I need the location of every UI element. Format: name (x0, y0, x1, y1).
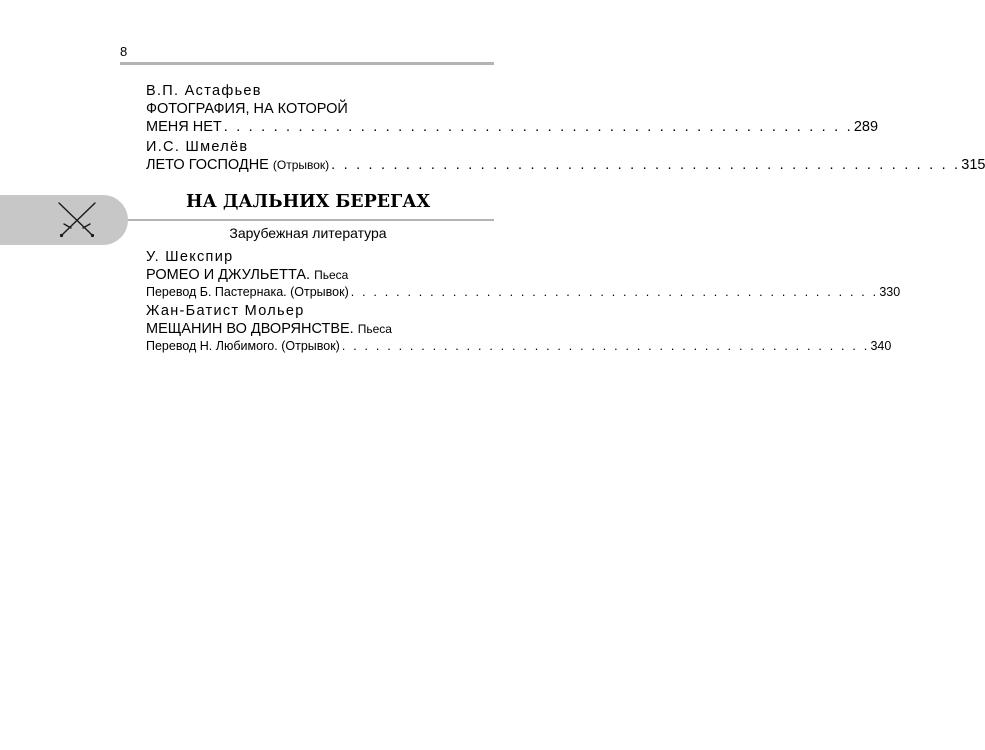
entry-author: В.П. Астафьев (146, 83, 262, 99)
dot-leader: . . . . . . . . . . . . . . . . . . . . . . . . . . . . . . . . . . . . . . . . . . . . . . . . . . . (331, 157, 961, 173)
toc-entry-moliere[interactable] (146, 302, 892, 355)
entry-title: ФОТОГРАФИЯ, НА КОТОРОЙ (146, 101, 348, 117)
entry-translation: Перевод Н. Любимого. (Отрывок) (146, 339, 340, 353)
entry-title-line (146, 266, 470, 284)
toc-entry-astafiev[interactable] (146, 82, 879, 136)
entry-translation-line (146, 338, 892, 355)
entry-genre: Пьеса (314, 268, 349, 282)
entry-page-number: 340 (870, 339, 892, 353)
entry-title (146, 156, 329, 174)
entry-author: И.С. Шмелёв (146, 139, 249, 155)
entry-author: Жан-Батист Мольер (146, 303, 305, 319)
entry-page-number: 289 (853, 119, 879, 135)
entry-note: (Отрывок) (272, 158, 330, 172)
entry-page-number: 330 (879, 285, 901, 299)
dot-leader: . . . . . . . . . . . . . . . . . . . . . . . . . . . . . . . . . . . . . . . . . . . . . . . . . . . (223, 119, 853, 135)
entry-title-continued: МЕНЯ НЕТ (146, 119, 222, 135)
section-emblem (0, 195, 128, 245)
entry-title: МЕЩАНИН ВО ДВОРЯНСТВЕ. (146, 321, 354, 337)
entry-title-line (146, 156, 985, 174)
entry-author: У. Шекспир (146, 249, 234, 265)
toc-entry-shakespeare[interactable] (146, 248, 901, 301)
entry-page-number: 315 (961, 157, 985, 173)
entry-genre: Пьеса (357, 322, 392, 336)
entry-translation: Перевод Б. Пастернака. (Отрывок) (146, 285, 349, 299)
section-subtitle: Зарубежная литература (229, 225, 387, 241)
dot-leader: . . . . . . . . . . . . . . . . . . . . . . . . . . . . . . . . . . . . . . . . . . . . . . . (341, 339, 870, 353)
section-rule (128, 219, 494, 221)
toc-entry-shmelev[interactable] (146, 138, 985, 174)
entry-title: РОМЕО И ДЖУЛЬЕТТА. (146, 267, 311, 283)
entry-translation-line (146, 284, 901, 301)
header-rule (120, 62, 494, 65)
entry-title-line (146, 320, 470, 338)
section-title: НА ДАЛЬНИХ БЕРЕГАХ (185, 192, 431, 212)
entry-title-line (146, 118, 879, 136)
dot-leader: . . . . . . . . . . . . . . . . . . . . . . . . . . . . . . . . . . . . . . . . . . . . . . . (350, 285, 879, 299)
page-number: 8 (120, 44, 128, 59)
entry-title-text: ЛЕТО ГОСПОДНЕ (146, 157, 269, 173)
crossed-swords-icon (55, 200, 99, 240)
